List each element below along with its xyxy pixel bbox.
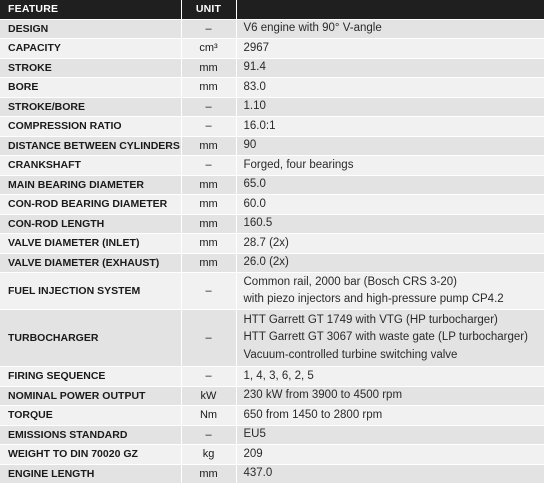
table-row <box>0 406 544 426</box>
header-unit: UNIT <box>181 0 236 19</box>
value-cell <box>236 406 544 426</box>
unit-cell: – <box>181 310 236 367</box>
header-feature: FEATURE <box>0 0 181 19</box>
feature-cell: FUEL INJECTION SYSTEM <box>0 273 181 310</box>
header-row <box>0 0 544 19</box>
value-line: 160.5 <box>243 217 273 229</box>
header-value <box>236 0 544 19</box>
table-row <box>0 58 544 78</box>
feature-cell: DESIGN <box>0 19 181 39</box>
feature-cell: BORE <box>0 78 181 98</box>
unit-cell: kg <box>181 445 236 465</box>
feature-cell: FIRING SEQUENCE <box>0 367 181 387</box>
value-line: Vacuum-controlled turbine switching valve <box>243 348 458 361</box>
value-cell <box>236 234 544 254</box>
table-row <box>0 367 544 387</box>
table-row <box>0 97 544 117</box>
feature-cell: VALVE DIAMETER (INLET) <box>0 234 181 254</box>
feature-cell: WEIGHT TO DIN 70020 GZ <box>0 445 181 465</box>
value-cell <box>236 445 544 465</box>
table-row <box>0 195 544 215</box>
unit-cell: mm <box>181 136 236 156</box>
table-row <box>0 117 544 137</box>
table-row <box>0 253 544 273</box>
value-line: with piezo injectors and high-pressure pump CP4.2 <box>243 293 504 305</box>
feature-cell: TURBOCHARGER <box>0 310 181 367</box>
feature-cell: EMISSIONS STANDARD <box>0 425 181 445</box>
unit-cell: cm³ <box>181 39 236 59</box>
value-cell <box>236 253 544 273</box>
feature-cell: STROKE <box>0 58 181 78</box>
feature-cell: CON-ROD BEARING DIAMETER <box>0 195 181 215</box>
value-cell <box>236 464 544 484</box>
feature-cell: NOMINAL POWER OUTPUT <box>0 386 181 406</box>
table-row <box>0 19 544 39</box>
table-row <box>0 445 544 465</box>
unit-cell: mm <box>181 234 236 254</box>
table-row <box>0 464 544 484</box>
table-row <box>0 234 544 254</box>
value-cell <box>236 273 544 310</box>
unit-cell: – <box>181 117 236 137</box>
feature-cell: CAPACITY <box>0 39 181 59</box>
unit-cell: – <box>181 367 236 387</box>
value-cell <box>236 156 544 176</box>
table-row <box>0 78 544 98</box>
feature-cell: DISTANCE BETWEEN CYLINDERS <box>0 136 181 156</box>
table-row <box>0 156 544 176</box>
value-cell <box>236 117 544 137</box>
feature-cell: TORQUE <box>0 406 181 426</box>
value-line: EU5 <box>243 428 266 440</box>
value-cell <box>236 214 544 234</box>
table-row <box>0 386 544 406</box>
value-line: Forged, four bearings <box>243 158 354 171</box>
value-cell <box>236 78 544 98</box>
value-cell <box>236 310 544 367</box>
feature-cell: COMPRESSION RATIO <box>0 117 181 137</box>
value-line: 209 <box>243 447 263 460</box>
unit-cell: – <box>181 97 236 117</box>
value-line: 65.0 <box>243 178 266 190</box>
value-line: 26.0 (2x) <box>243 256 289 268</box>
value-line: 1.10 <box>243 100 266 112</box>
value-cell <box>236 367 544 387</box>
value-cell <box>236 58 544 78</box>
table-header <box>0 0 544 19</box>
unit-cell: mm <box>181 78 236 98</box>
table-row <box>0 39 544 59</box>
value-line: 90 <box>243 139 257 151</box>
value-line: 60.0 <box>243 197 266 210</box>
value-cell <box>236 39 544 59</box>
value-line: Common rail, 2000 bar (Bosch CRS 3-20) <box>243 275 457 288</box>
value-line: 230 kW from 3900 to 4500 rpm <box>243 389 403 401</box>
value-line: HTT Garrett GT 3067 with waste gate (LP turbocharger) <box>243 331 528 344</box>
unit-cell: mm <box>181 464 236 484</box>
value-line: V6 engine with 90° V-angle <box>243 22 382 34</box>
value-line: 91.4 <box>243 61 266 73</box>
table-row <box>0 136 544 156</box>
value-line: 28.7 (2x) <box>243 236 289 249</box>
feature-cell: CON-ROD LENGTH <box>0 214 181 234</box>
table-row <box>0 425 544 445</box>
feature-cell: ENGINE LENGTH <box>0 464 181 484</box>
feature-cell: MAIN BEARING DIAMETER <box>0 175 181 195</box>
table-row <box>0 175 544 195</box>
table-row <box>0 273 544 310</box>
value-cell <box>236 19 544 39</box>
unit-cell: kW <box>181 386 236 406</box>
value-line: 83.0 <box>243 80 266 93</box>
value-line: 2967 <box>243 41 270 54</box>
unit-cell: mm <box>181 195 236 215</box>
value-cell <box>236 425 544 445</box>
feature-cell: CRANKSHAFT <box>0 156 181 176</box>
value-line: 437.0 <box>243 467 273 479</box>
value-cell <box>236 195 544 215</box>
value-line: HTT Garrett GT 1749 with VTG (HP turbocharger) <box>243 313 498 326</box>
table-body <box>0 19 544 484</box>
feature-cell: STROKE/BORE <box>0 97 181 117</box>
value-cell <box>236 175 544 195</box>
unit-cell: mm <box>181 253 236 273</box>
unit-cell: – <box>181 273 236 310</box>
unit-cell: – <box>181 425 236 445</box>
unit-cell: Nm <box>181 406 236 426</box>
unit-cell: mm <box>181 58 236 78</box>
value-line: 16.0:1 <box>243 119 276 132</box>
table-row <box>0 214 544 234</box>
unit-cell: mm <box>181 175 236 195</box>
table-row <box>0 310 544 367</box>
unit-cell: – <box>181 19 236 39</box>
value-cell <box>236 136 544 156</box>
feature-cell: VALVE DIAMETER (EXHAUST) <box>0 253 181 273</box>
value-line: 1, 4, 3, 6, 2, 5 <box>243 369 314 382</box>
value-cell <box>236 97 544 117</box>
unit-cell: – <box>181 156 236 176</box>
value-cell <box>236 386 544 406</box>
value-line: 650 from 1450 to 2800 rpm <box>243 408 383 421</box>
unit-cell: mm <box>181 214 236 234</box>
